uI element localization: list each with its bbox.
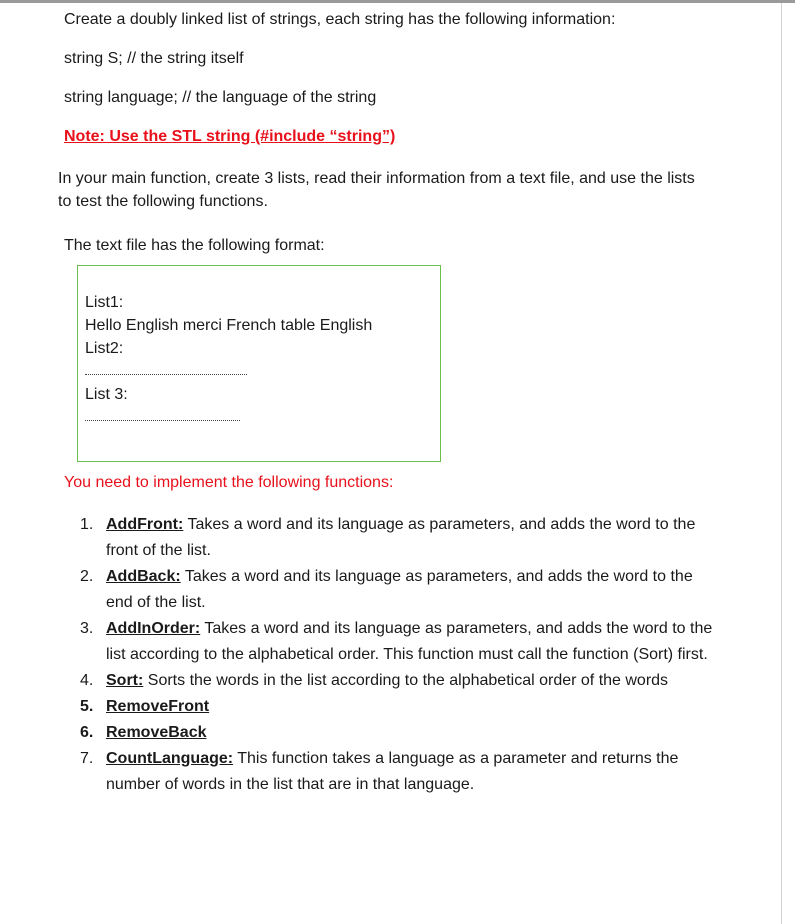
function-description: This function takes a language as a parameter and returns the number of words in the list that are in that language. [106,750,679,793]
list2-label: List2: [85,340,124,357]
function-item [78,720,718,746]
function-number: 2. [80,568,94,585]
function-name: CountLanguage: [106,750,234,767]
intro-line-2: string S; // the string itself [64,50,244,67]
function-description: Takes a word and its language as parameters, and adds the word to the list according to the alphabetical order. This function must call the function (Sort) first. [106,620,713,663]
function-name: AddBack: [106,568,181,585]
file-format-heading: The text file has the following format: [64,237,325,254]
function-description: Takes a word and its language as parameters, and adds the word to the end of the list. [106,568,693,611]
function-item [78,616,718,668]
function-name: RemoveBack [106,724,207,741]
function-item [78,746,718,798]
functions-list [78,512,718,798]
list2-placeholder-dots [85,374,247,375]
stl-note: Note: Use the STL string (#include “string”) [64,128,396,145]
file-format-box [77,265,441,462]
function-item [78,668,718,694]
function-number: 4. [80,672,94,689]
function-description: Takes a word and its language as parameters, and adds the word to the front of the list. [106,516,696,559]
page-right-edge [781,3,782,924]
function-number: 1. [80,516,94,533]
function-item [78,512,718,564]
intro-line-1: Create a doubly linked list of strings, each string has the following information: [64,11,616,28]
function-number: 6. [80,724,94,741]
intro-line-3: string language; // the language of the string [64,89,377,106]
function-description: Sorts the words in the list according to the alphabetical order of the words [143,672,669,689]
list1-label: List1: [85,294,124,311]
function-item [78,694,718,720]
function-name: AddInOrder: [106,620,201,637]
page-top-border [0,0,795,3]
function-name: Sort: [106,672,144,689]
list3-placeholder-dots [85,420,240,421]
function-number: 3. [80,620,94,637]
list3-label: List 3: [85,386,128,403]
list1-content: Hello English merci French table English [85,317,373,334]
function-number: 7. [80,750,94,767]
function-item [78,564,718,616]
function-number: 5. [80,698,94,715]
functions-heading: You need to implement the following functions: [64,474,394,491]
main-function-paragraph: In your main function, create 3 lists, read their information from a text file, and use the lists to test the following functions. [58,170,695,210]
function-name: RemoveFront [106,698,210,715]
function-name: AddFront: [106,516,184,533]
